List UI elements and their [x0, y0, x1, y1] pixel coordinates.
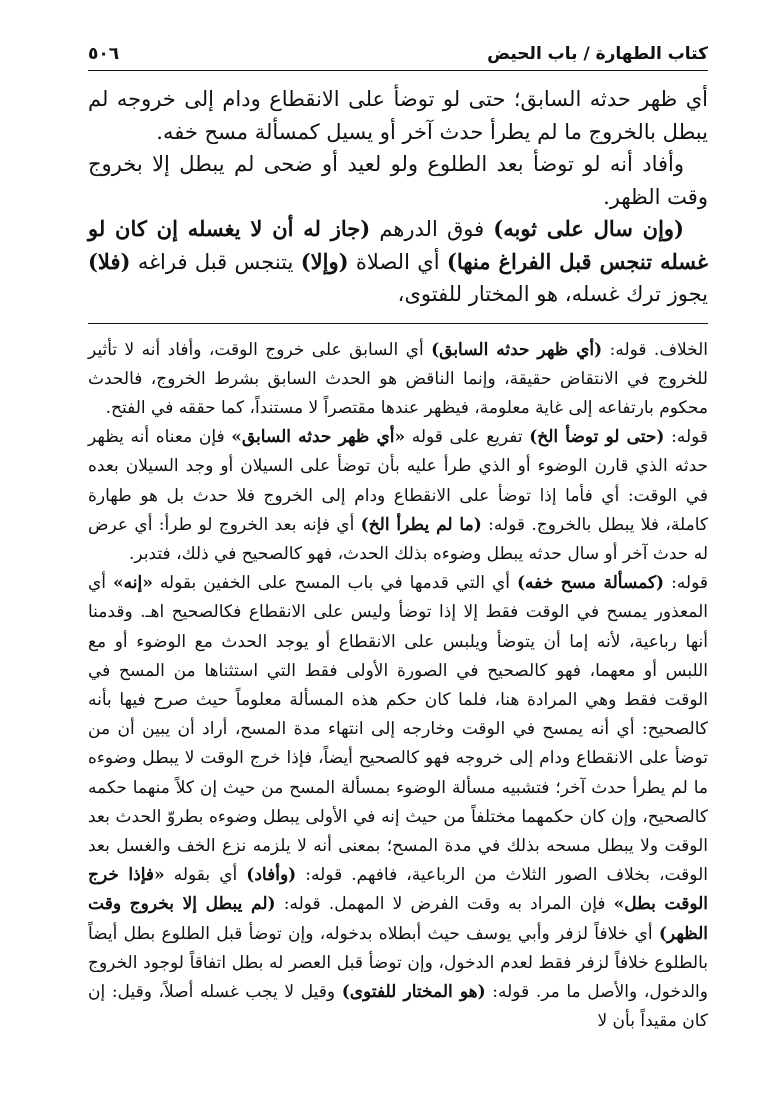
main-paragraph-1: أي ظهر حدثه السابق؛ حتى لو توضأ على الانقطاع ودام إلى خروجه لم يبطل بالخروج ما لم يطرأ حدث آخر أو يسيل كمسألة مسح خفه.	[88, 87, 708, 144]
matn-quote: (وإلا)	[300, 248, 349, 274]
text-span: فإن معناه أنه يظهر حدثه الذي قارن الوضوء أو الذي طرأ عليه بأن توضأ على السيلان أو وجد السيلان بعده في الوقت: أي فأما إذا توضأ على الانقطاع ودام إلى الخروج فلا حدث بل هو طهارة كاملة، فلا يبطل بالخروج. قوله:	[88, 427, 709, 535]
text-span: وقيل لا يجب غسله أصلاً، وقيل: إن كان مقيداً بأن لا	[88, 981, 708, 1032]
commentary-paragraph-3	[88, 569, 708, 1036]
running-title: كتاب الطهارة / باب الحيض	[487, 44, 708, 64]
commentary-text	[88, 336, 708, 1037]
text-span: أي السابق على خروج الوقت، وأفاد أنه لا تأثير للخروج في الانتقاض حقيقة، وإنما الناقض هو الحدث السابق بشرط الخروج، فالحدث محكوم بارتفاعه إلى غاية معلومة، فيظهر عندها مقتصراً لا مستنداً، كما حققه في الفتح.	[88, 339, 708, 418]
text-span: يجوز ترك غسله، هو المختار للفتوى،	[397, 282, 708, 306]
quoted-phrase: (لم يبطل إلا بخروج وقت الظهر)	[88, 894, 708, 944]
main-paragraph-3	[88, 213, 708, 311]
main-text	[88, 83, 708, 311]
commentary-paragraph-1	[88, 336, 708, 424]
quoted-phrase: (هو المختار للفتوى)	[341, 981, 486, 1002]
quoted-phrase: (ما لم يطرأ الخ)	[360, 514, 482, 535]
quoted-phrase: (كمسألة مسح خفه)	[517, 573, 665, 594]
text-span: يتنجس قبل فراغه	[130, 249, 301, 274]
main-paragraph-2: وأفاد أنه لو توضأ بعد الطلوع ولو لعيد أو ضحى لم يبطل إلا بخروج وقت الظهر.	[88, 152, 708, 209]
section-divider	[88, 323, 708, 324]
text-span: أي بقوله	[164, 865, 247, 886]
text-span: فإن المراد به وقت الفرض لا المهمل. قوله:	[275, 894, 614, 915]
page-header	[88, 40, 708, 71]
matn-quote: (جاز له أن لا يغسله إن كان لو غسله تنجس قبل الفراغ منها)	[88, 216, 708, 274]
text-span: قوله:	[664, 427, 709, 448]
matn-quote: (وإن سال على ثوبه)	[493, 216, 684, 241]
text-span: فوق الدرهم	[370, 217, 494, 241]
quoted-phrase: «أي ظهر حدثه السابق»	[231, 427, 406, 448]
text-span: تفريع على قوله	[405, 427, 530, 448]
quoted-phrase: (أي ظهر حدثه السابق)	[431, 339, 603, 360]
matn-quote: (فلا)	[88, 248, 131, 274]
page-number: ٥٠٦	[88, 44, 120, 64]
text-span: قوله:	[664, 573, 709, 594]
book-page	[88, 40, 708, 1085]
commentary-paragraph-2	[88, 423, 708, 569]
quoted-phrase: (وأفاد)	[246, 865, 297, 886]
text-span: أي المعذور يمسح في الوقت فقط إلا إذا توضأ وليس على الانقطاع فكالصحيح اهـ. وقدمنا أنها رباعية، لأنه إما أن يتوضأ ويلبس على الانقطاع أو يوجد الحدث مع الوضوء أو مع اللبس أو معهما، فهو كالصحيح في الصورة الأولى فقط التي استثناها من المسح في الوقت فقط وهي المرادة هنا، فلما كان حكم هذه المسألة معلوماً حيث صرح فيها بأنه كالصحيح: أي أنه يمسح في الوقت وخارجه إلى انتهاء مدة المسح، أراد أن يبين أن من توضأ على الانقطاع ودام إلى خروجه فهو كالصحيح أيضاً، فإذا خرج الوقت لا يبطل وضوءه ما لم يطرأ حدث آخر؛ فتشبيه مسألة الوضوء بمسألة المسح من حيث إن كلاً منهما حكمه كالصحيح، وإن كان حكمهما مختلفاً من حيث إنه في الأولى يبطل وضوءه بطروّ الحدث بعد الوقت ولا يبطل مسحه بذلك في مدة المسح؛ بمعنى أنه لا يلزمه نزع الخف والغسل بعد الوقت، بخلاف الصور الثلاث من الرباعية، فافهم. قوله:	[88, 573, 709, 886]
text-span: أي التي قدمها في باب المسح على الخفين بقوله	[152, 573, 517, 594]
text-span: أي فإنه بعد الخروج لو طرأ: أي عرض له حدث آخر أو سال حدثه يبطل وضوءه بذلك الحدث، فهو كالصحيح في ذلك، فتدبر.	[88, 514, 708, 564]
quoted-phrase: (حتى لو توضأ الخ)	[529, 427, 665, 448]
text-span: أي الصلاة	[348, 249, 447, 274]
text-span: الخلاف. قوله:	[602, 339, 708, 360]
quoted-phrase: «إنه»	[113, 573, 153, 594]
text-span: أي خلافاً لزفر وأبي يوسف حيث أبطلاه بدخوله، وإن توضأ قبل الطلوع بطل أيضاً بالطلوع خلافاً لزفر فقط لعدم الدخول، وإن توضأ قبل العصر له بطل اتفاقاً لوجود الخروج والدخول، والأصل ما مر. قوله:	[88, 923, 708, 1002]
quoted-phrase: «فإذا خرج الوقت بطل»	[88, 865, 709, 915]
